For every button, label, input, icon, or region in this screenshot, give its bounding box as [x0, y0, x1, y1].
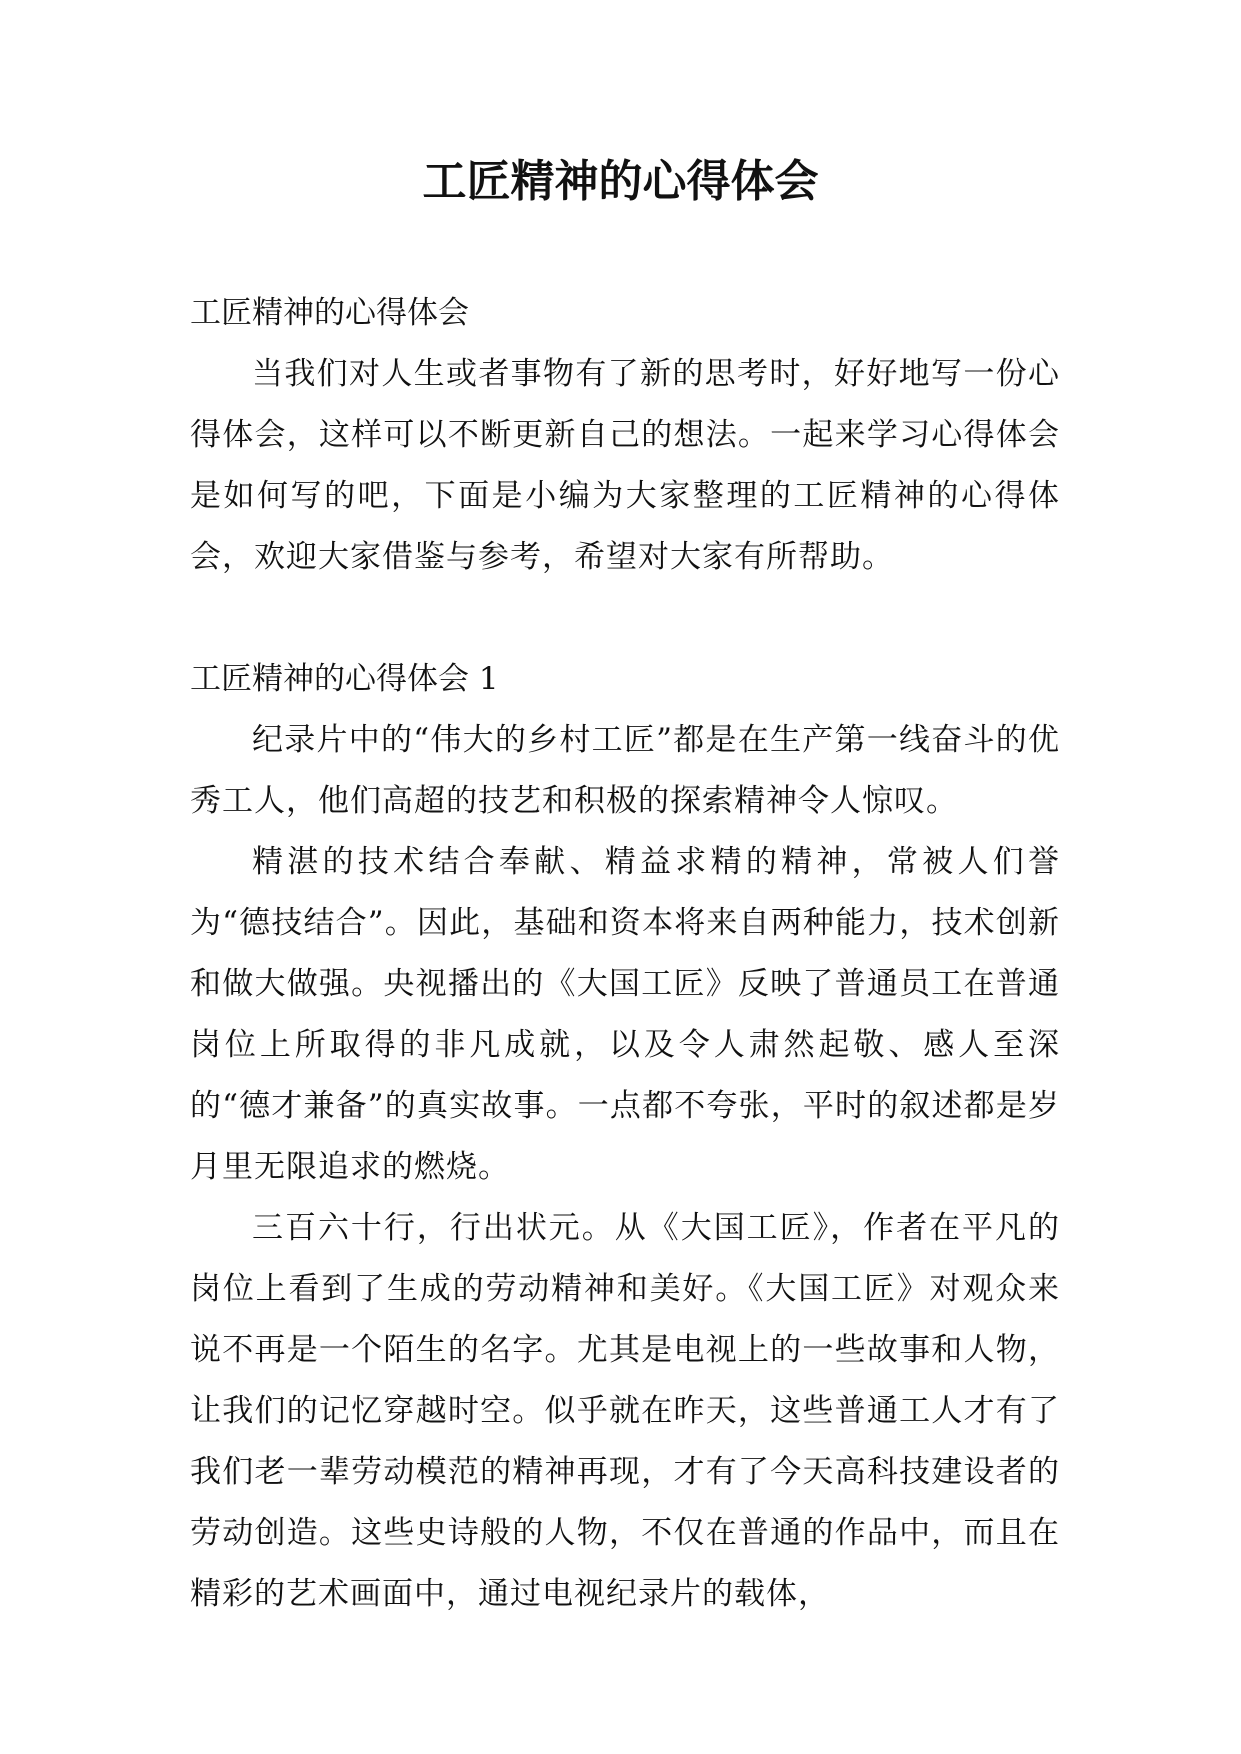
section1-paragraph-2: 精湛的技术结合奉献、精益求精的精神，常被人们誉为“德技结合”。因此，基础和资本将来自两种能力，技术创新和做大做强。央视播出的《大国工匠》反映了普通员工在普通岗位上所取得的非凡成就，以及令人肃然起敬、感人至深的“德才兼备”的真实故事。一点都不夸张，平时的叙述都是岁月里无限追求的燃烧。 — [190, 844, 1060, 1185]
section1-heading: 工匠精神的心得体会 1 — [190, 661, 499, 697]
document-body — [190, 283, 1060, 1625]
section1-paragraph-1: 纪录片中的“伟大的乡村工匠”都是在生产第一线奋斗的优秀工人，他们高超的技艺和积极的探索精神令人惊叹。 — [190, 722, 1060, 819]
document-title: 工匠精神的心得体会 — [422, 156, 819, 207]
section-spacer — [190, 588, 1060, 649]
intro-paragraph: 当我们对人生或者事物有了新的思考时，好好地写一份心得体会，这样可以不断更新自己的想法。一起来学习心得体会是如何写的吧，下面是小编为大家整理的工匠精神的心得体会，欢迎大家借鉴与参考，希望对大家有所帮助。 — [190, 356, 1060, 575]
intro-heading: 工匠精神的心得体会 — [190, 295, 469, 331]
section1-paragraph-3: 三百六十行，行出状元。从《大国工匠》，作者在平凡的岗位上看到了生成的劳动精神和美好。《大国工匠》对观众来说不再是一个陌生的名字。尤其是电视上的一些故事和人物，让我们的记忆穿越时空。似乎就在昨天，这些普通工人才有了我们老一辈劳动模范的精神再现，才有了今天高科技建设者的劳动创造。这些史诗般的人物，不仅在普通的作品中，而且在精彩的艺术画面中，通过电视纪录片的载体， — [190, 1210, 1060, 1612]
